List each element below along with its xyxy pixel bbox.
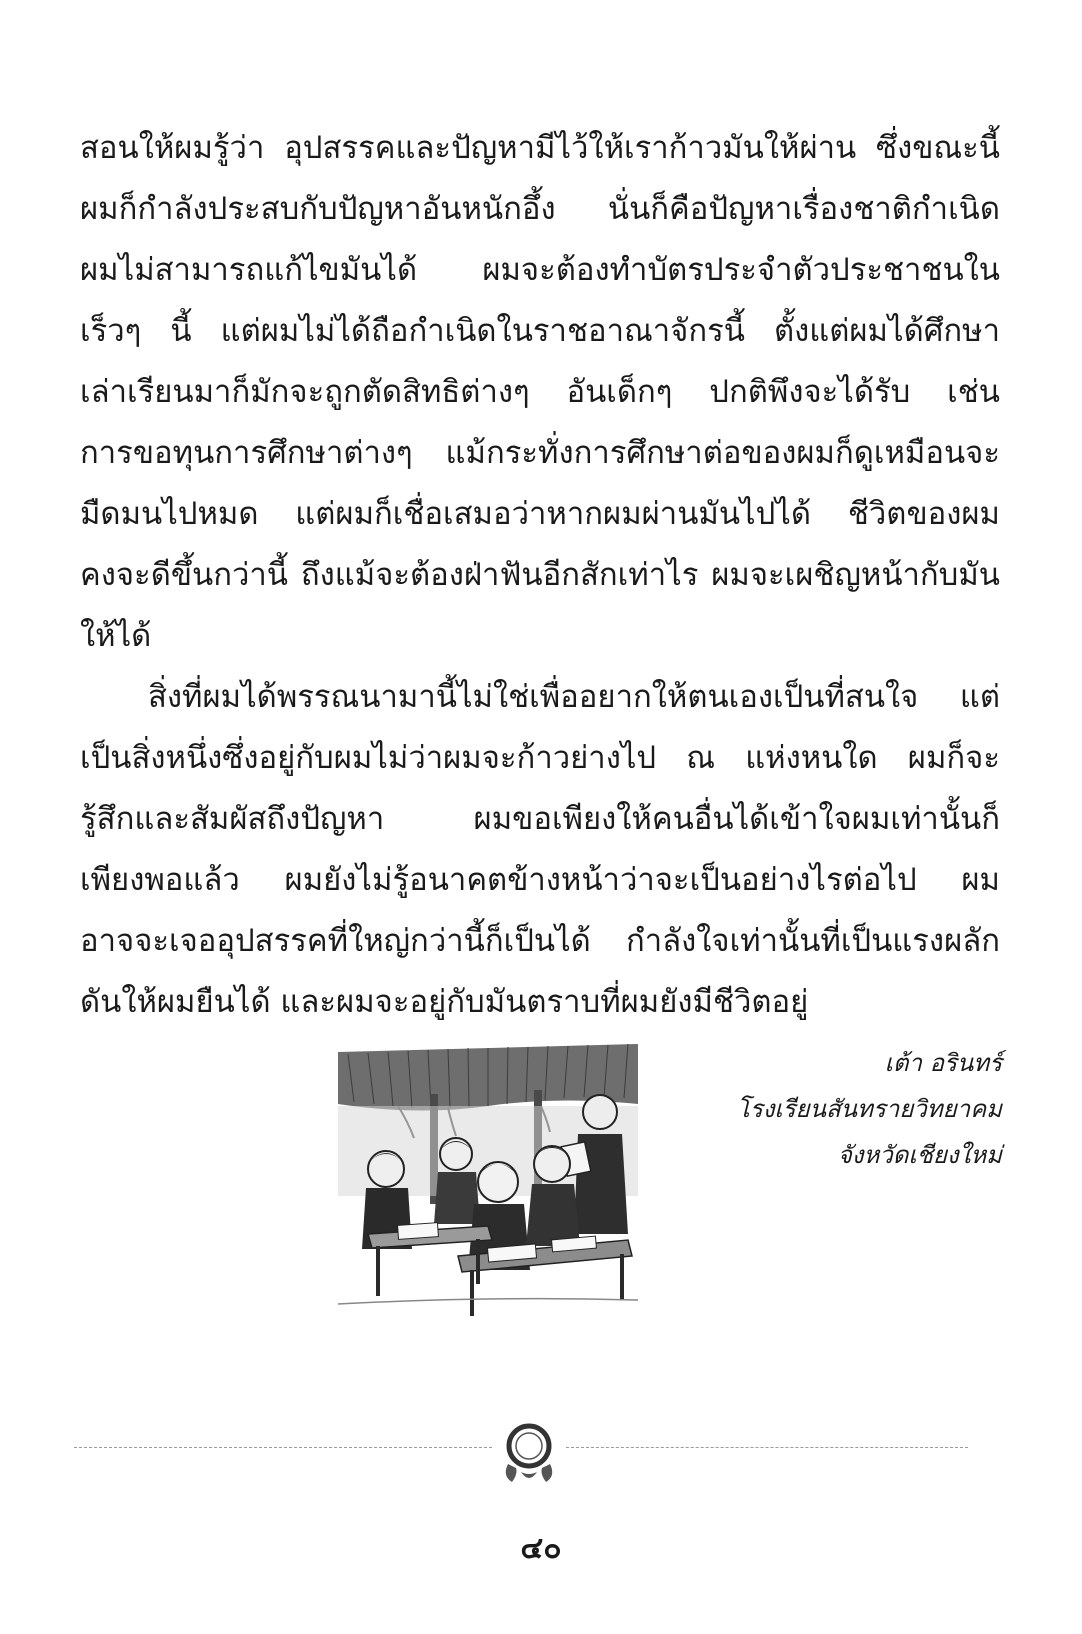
paragraph-2-line-2: เป็นสิ่งหนึ่งซึ่งอยู่กับผมไม่ว่าผมจะก้าวย่างไป ณ แห่งหนใด ผมก็จะ — [80, 740, 1000, 776]
paragraph-1-line-8: คงจะดีขึ้นกว่านี้ ถึงแม้จะต้องฝ่าฟันอีกสักเท่าไร ผมจะเผชิญหน้ากับมัน — [80, 557, 1000, 593]
footer-divider-left — [74, 1447, 492, 1448]
paragraph-1-line-2: ผมก็กำลังประสบกับปัญหาอันหนักอึ้ง นั่นก็คือปัญหาเรื่องชาติกำเนิด — [80, 191, 1000, 227]
author-school: โรงเรียนสันทรายวิทยาคม — [736, 1095, 1002, 1123]
body-text — [80, 118, 1000, 1033]
classroom-illustration — [338, 1034, 638, 1319]
paragraph-2-line-5: อาจจะเจออุปสรรคที่ใหญ่กว่านี้ก็เป็นได้ กำลังใจเท่านั้นที่เป็นแรงผลัก — [80, 923, 1000, 959]
author-signature — [737, 1040, 1002, 1178]
paragraph-2-line-1: สิ่งที่ผมได้พรรณนามานี้ไม่ใช่เพื่ออยากให้ตนเองเป็นที่สนใจ แต่ — [148, 679, 1000, 715]
paragraph-1-line-1: สอนให้ผมรู้ว่า อุปสรรคและปัญหามีไว้ให้เราก้าวมันให้ผ่าน ซึ่งขณะนี้ — [80, 130, 1000, 166]
footer-divider-right — [566, 1447, 968, 1448]
paragraph-1-line-5: เล่าเรียนมาก็มักจะถูกตัดสิทธิต่างๆ อันเด็กๆ ปกติพึงจะได้รับ เช่น — [80, 374, 1000, 410]
paragraph-1-line-9: ให้ได้ — [80, 618, 152, 654]
footer-ornament-icon — [494, 1416, 564, 1488]
paragraph-2-line-4: เพียงพอแล้ว ผมยังไม่รู้อนาคตข้างหน้าว่าจะเป็นอย่างไรต่อไป ผม — [80, 862, 1000, 898]
paragraph-1-line-7: มืดมนไปหมด แต่ผมก็เชื่อเสมอว่าหากผมผ่านมันไปได้ ชีวิตของผม — [80, 496, 1000, 532]
paragraph-2-line-6: ดันให้ผมยืนได้ และผมจะอยู่กับมันตราบที่ผมยังมีชีวิตอยู่ — [80, 984, 809, 1020]
paragraph-2-line-3: รู้สึกและสัมผัสถึงปัญหา ผมขอเพียงให้คนอื่นได้เข้าใจผมเท่านั้นก็ — [80, 801, 1000, 837]
page-number: ๔๐ — [520, 1531, 562, 1566]
author-name: เต้า อรินทร์ — [884, 1049, 1002, 1077]
paragraph-1-line-4: เร็วๆ นี้ แต่ผมไม่ได้ถือกำเนิดในราชอาณาจักรนี้ ตั้งแต่ผมได้ศึกษา — [80, 313, 1000, 349]
author-province: จังหวัดเชียงใหม่ — [837, 1141, 1002, 1169]
paragraph-1-line-6: การขอทุนการศึกษาต่างๆ แม้กระทั่งการศึกษาต่อของผมก็ดูเหมือนจะ — [80, 435, 1000, 471]
paragraph-1-line-3: ผมไม่สามารถแก้ไขมันได้ ผมจะต้องทำบัตรประจำตัวประชาชนใน — [80, 252, 1000, 288]
